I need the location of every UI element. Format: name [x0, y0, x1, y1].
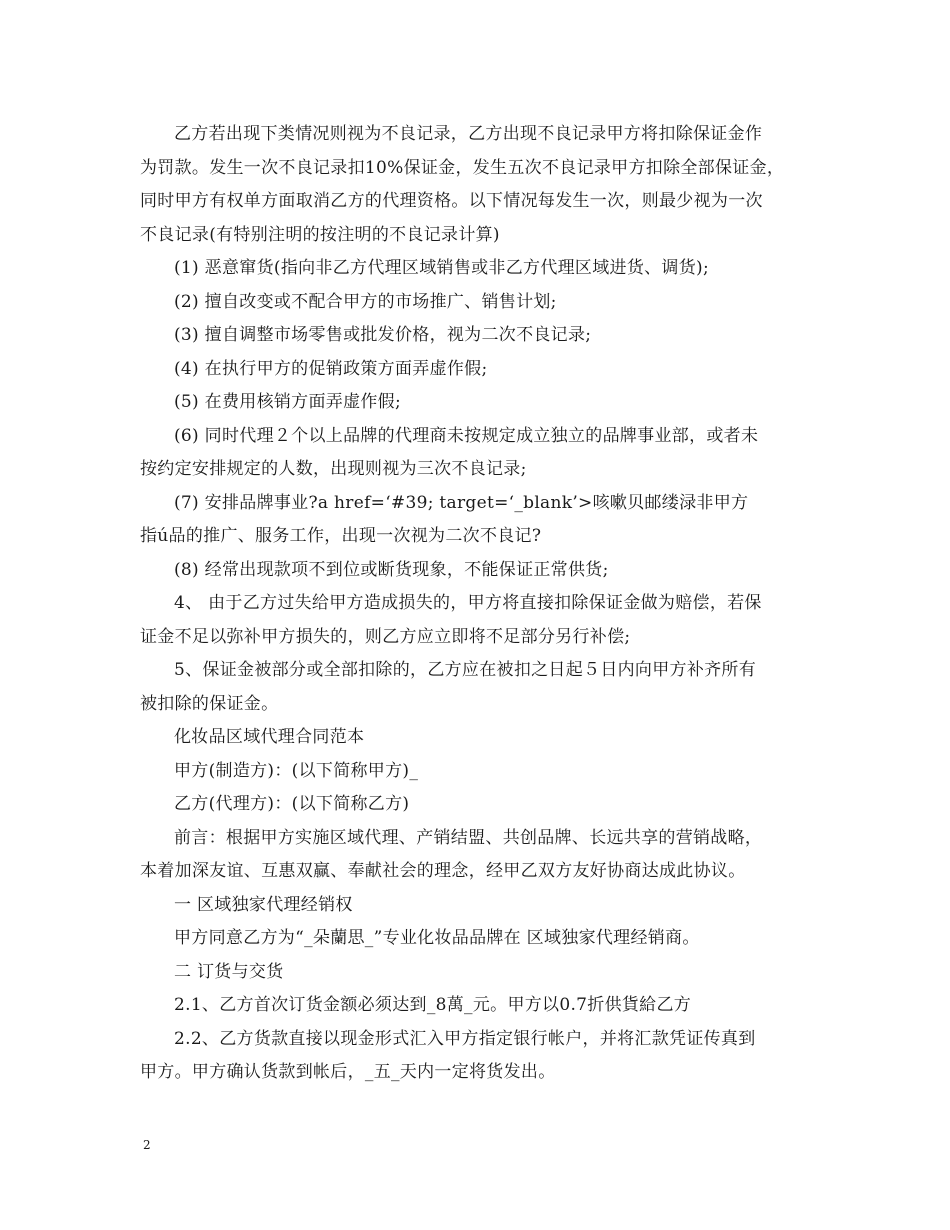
text-line: (2) 擅自改变或不配合甲方的市场推广、销售计划;: [174, 291, 557, 312]
text-line: (6) 同时代理２个以上品牌的代理商未按规定成立独立的品牌事业部，或者未: [174, 425, 759, 446]
text-line: 被扣除的保证金。: [140, 693, 279, 714]
text-line: 本着加深友谊、互惠双赢、奉献社会的理念，经甲乙双方友好协商达成此协议。: [140, 861, 746, 881]
text-line: 二 订货与交货: [174, 961, 284, 982]
text-line: 按约定安排规定的人数，出现则视为三次不良记录;: [140, 459, 527, 479]
text-line: 乙方(代理方)：(以下简称乙方): [174, 794, 410, 814]
text-line: 为罚款。发生一次不良记录扣10%保证金，发生五次不良记录甲方扣除全部保证金，: [140, 157, 785, 178]
text-line: 化妆品区域代理合同范本: [174, 727, 365, 747]
text-line: 甲方同意乙方为“_朵蘭思_”专业化妆品品牌在 区域独家代理经销商。: [174, 928, 700, 948]
text-line: 2.1、乙方首次订货金额必须达到_8萬_元。甲方以0.7折供貨給乙方: [174, 995, 692, 1015]
document-body: [140, 118, 820, 1090]
text-line: (8) 经常出现款项不到位或断货现象，不能保证正常供货;: [174, 559, 609, 580]
text-line: 甲方。甲方确认货款到帐后，_五_天内一定将货发出。: [140, 1062, 556, 1082]
text-line: 指ú品的推广、服务工作，出现一次视为二次不良记?: [140, 526, 542, 546]
text-line: (5) 在费用核销方面弄虚作假;: [174, 392, 402, 412]
page-number: 2: [143, 1138, 151, 1152]
text-line: 证金不足以弥补甲方损失的，则乙方应立即将不足部分另行补偿;: [140, 626, 631, 647]
text-line: 不良记录(有特别注明的按注明的不良记录计算): [140, 224, 500, 245]
text-line: 4、 由于乙方过失给甲方造成损失的，甲方将直接扣除保证金做为赔偿，若保: [174, 593, 762, 613]
text-line: 同时甲方有权单方面取消乙方的代理资格。以下情况每发生一次，则最少视为一次: [140, 191, 763, 211]
text-line: 一 区域独家代理经销权: [174, 894, 353, 915]
text-line: (4) 在执行甲方的促销政策方面弄虚作假;: [174, 358, 488, 379]
text-line: 2.2、乙方货款直接以现金形式汇入甲方指定银行帐户，并将汇款凭证传真到: [174, 1028, 756, 1049]
text-line: (7) 安排品牌事业?a href=‘#39; target=‘_blank’>咳嗽贝邮缕渌非甲方: [174, 492, 749, 513]
text-line: (1) 恶意窜货(指向非乙方代理区域销售或非乙方代理区域进货、调货);: [174, 258, 709, 278]
text-line: (3) 擅自调整市场零售或批发价格，视为二次不良记录;: [174, 325, 592, 345]
text-line: 甲方(制造方)：(以下简称甲方)_: [174, 760, 419, 781]
text-line: 前言：根据甲方实施区域代理、产销结盟、共创品牌、长远共享的营销战略，: [174, 827, 763, 848]
text-line: 乙方若出现下类情况则视为不良记录，乙方出现不良记录甲方将扣除保证金作: [174, 124, 763, 144]
text-line: 5、保证金被部分或全部扣除的，乙方应在被扣之日起５日内向甲方补齐所有: [174, 660, 757, 680]
